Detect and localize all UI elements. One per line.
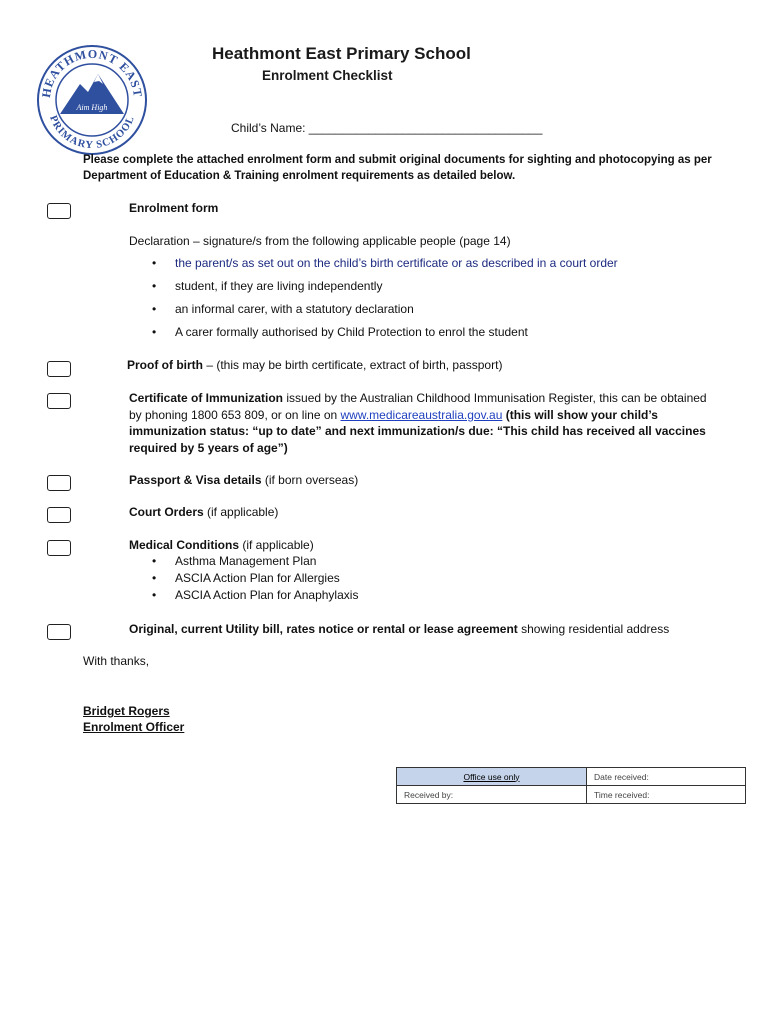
checkbox-immunization[interactable] (47, 393, 71, 409)
checkbox-proof-of-birth[interactable] (47, 361, 71, 377)
bullet-icon: • (152, 302, 157, 316)
signatory-name: Bridget Rogers (83, 704, 170, 718)
checkbox-utility-bill[interactable] (47, 624, 71, 640)
bullet-icon: • (152, 554, 157, 568)
office-use-header: Office use only (397, 768, 587, 786)
enrolment-form-title: Enrolment form (129, 201, 219, 215)
declaration-text: Declaration – signature/s from the following applicable people (page 14) (129, 234, 511, 248)
utility-detail: showing residential address (517, 622, 670, 636)
immunization-item (129, 390, 719, 456)
child-name-field[interactable]: Child’s Name: ___________________________________ (231, 121, 543, 135)
bullet-icon: • (152, 571, 157, 585)
date-received-cell[interactable]: Date received: (587, 768, 746, 786)
proof-of-birth-item (127, 357, 727, 374)
list-item: A carer formally authorised by Child Protection to enrol the student (175, 325, 528, 339)
list-item: Asthma Management Plan (175, 554, 317, 568)
passport-item (129, 472, 729, 489)
checkbox-passport[interactable] (47, 475, 71, 491)
bullet-icon: • (152, 588, 157, 602)
closing-thanks: With thanks, (83, 654, 150, 668)
medical-item (129, 537, 729, 554)
intro-text: Please complete the attached enrolment form and submit original documents for sighting and photocopying as per Department of Education & Training enrolment requirements as detailed below. (83, 154, 712, 182)
checkbox-court-orders[interactable] (47, 507, 71, 523)
medical-detail: (if applicable) (239, 538, 314, 552)
utility-item (129, 621, 749, 638)
medical-title: Medical Conditions (129, 538, 240, 552)
court-orders-item (129, 504, 729, 521)
bullet-icon: • (152, 279, 157, 293)
passport-title: Passport & Visa details (129, 473, 262, 487)
list-item: the parent/s as set out on the child’s birth certificate or as described in a court order (175, 256, 618, 270)
logo-bottom-text: PRIMARY SCHOOL (47, 114, 137, 152)
immunization-text: issued by the Australian Childhood Immunisation Register, this can be obtained by phoning 1800 653 809, or on line on (129, 391, 707, 422)
logo-top-text: HEATHMONT EAST (38, 46, 146, 99)
logo-motto: Aim High (76, 103, 108, 112)
proof-of-birth-title: Proof of birth (127, 358, 203, 372)
utility-title: Original, current Utility bill, rates notice or rental or lease agreement (129, 622, 518, 636)
office-use-table (396, 767, 746, 804)
time-received-cell[interactable]: Time received: (587, 786, 746, 804)
document-title: Enrolment Checklist (262, 68, 393, 83)
proof-of-birth-detail: – (this may be birth certificate, extract of birth, passport) (202, 358, 503, 372)
checkbox-enrolment-form[interactable] (47, 203, 71, 219)
medicare-link[interactable]: www.medicareaustralia.gov.au (340, 407, 503, 422)
school-name: Heathmont East Primary School (212, 44, 471, 63)
school-logo (36, 44, 148, 156)
checkbox-medical[interactable] (47, 540, 71, 556)
immunization-title: Certificate of Immunization (129, 391, 284, 405)
list-item: ASCIA Action Plan for Allergies (175, 571, 340, 585)
list-item: ASCIA Action Plan for Anaphylaxis (175, 588, 359, 602)
signatory-role: Enrolment Officer (83, 720, 185, 734)
bullet-icon: • (152, 256, 157, 270)
court-orders-title: Court Orders (129, 505, 204, 519)
list-item: student, if they are living independently (175, 279, 383, 293)
received-by-cell[interactable]: Received by: (397, 786, 587, 804)
bullet-icon: • (152, 325, 157, 339)
court-orders-detail: (if applicable) (203, 505, 279, 519)
passport-detail: (if born overseas) (261, 473, 359, 487)
list-item: an informal carer, with a statutory declaration (175, 302, 414, 316)
immunization-status-text: (this will show your child’s immunization status: “up to date” and next immunization/s due: “This child has received all vaccines required by 5 years of age”) (129, 407, 706, 455)
